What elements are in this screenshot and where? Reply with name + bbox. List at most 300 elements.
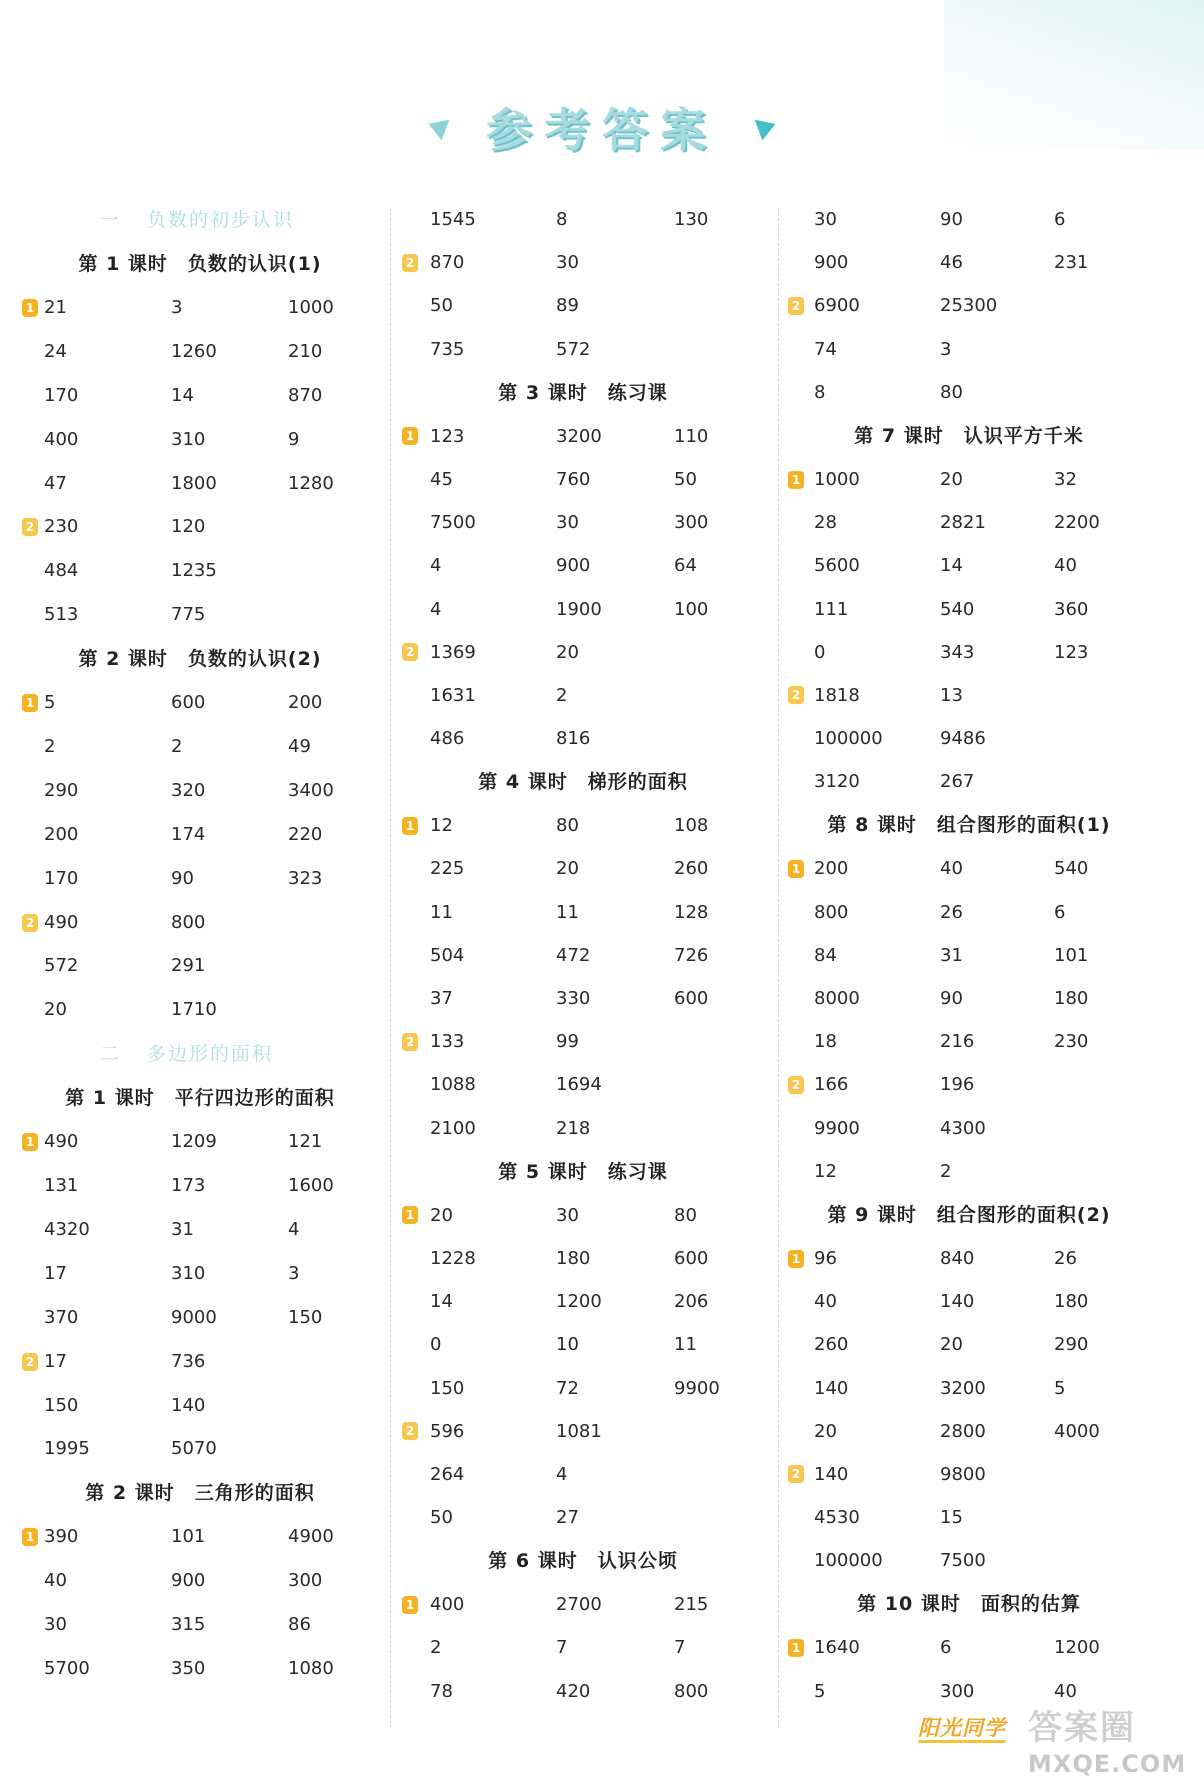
answer-value: 131 [44, 1175, 79, 1197]
answer-value: 3 [171, 297, 183, 318]
answer-value: 400 [44, 428, 79, 450]
lesson-heading: 第 1 课时 负数的认识(1) [78, 253, 322, 275]
answer-row [400, 934, 766, 977]
answer-value: 100 [674, 598, 709, 620]
answer-value: 800 [171, 911, 206, 933]
answer-row [786, 371, 1152, 414]
answer-value: 1710 [171, 999, 217, 1021]
answer-row [400, 1583, 766, 1626]
lesson-heading: 第 7 课时 认识平方千米 [854, 424, 1084, 447]
question-number-badge: 1 [402, 427, 418, 445]
answer-row [400, 1194, 766, 1237]
answer-value: 99 [556, 1031, 579, 1053]
answer-row [786, 891, 1152, 934]
lesson-heading: 第 6 课时 认识公顷 [488, 1550, 678, 1573]
question-number-badge: 2 [22, 1353, 38, 1371]
answer-row [400, 241, 766, 284]
answer-value: 2700 [556, 1594, 602, 1616]
answer-value: 775 [171, 604, 206, 626]
answer-row [20, 1296, 380, 1340]
question-number-badge: 2 [402, 254, 418, 272]
page-header [0, 92, 1204, 162]
question-number-badge: 2 [788, 1465, 804, 1483]
answer-value: 21 [44, 297, 67, 318]
answer-row [20, 418, 380, 462]
answer-value: 490 [44, 1131, 79, 1153]
answer-value: 1200 [556, 1291, 602, 1313]
answer-row [20, 1164, 380, 1208]
answer-value: 2800 [940, 1420, 986, 1442]
answer-value: 123 [430, 425, 465, 447]
answer-row [20, 769, 380, 813]
answer-value: 816 [556, 728, 591, 750]
answer-value: 800 [814, 901, 849, 923]
answer-value: 40 [814, 1291, 837, 1313]
lesson-heading: 第 8 课时 组合图形的面积(1) [827, 814, 1111, 837]
answer-row [20, 286, 380, 330]
answer-value: 323 [288, 867, 323, 889]
answer-row [20, 1384, 380, 1428]
answer-row [400, 674, 766, 717]
question-number-badge: 2 [788, 1076, 804, 1094]
answer-value: 86 [288, 1614, 311, 1636]
answer-value: 290 [1054, 1334, 1089, 1356]
answer-row [786, 544, 1152, 587]
answer-row [786, 1280, 1152, 1323]
question-number-badge: 2 [788, 297, 804, 315]
answer-row [400, 284, 766, 327]
watermark-text: 答案圈 [1028, 1708, 1136, 1748]
question-number-badge: 1 [402, 1206, 418, 1224]
answer-value: 2 [556, 684, 568, 706]
answer-row [786, 631, 1152, 674]
answer-value: 80 [556, 815, 579, 837]
answer-row [20, 462, 380, 506]
answer-value: 27 [556, 1507, 579, 1529]
answer-value: 101 [1054, 944, 1089, 966]
answer-row [20, 549, 380, 593]
answer-row [786, 760, 1152, 803]
answer-value: 101 [171, 1526, 206, 1548]
question-number-badge: 2 [22, 914, 38, 932]
answer-value: 230 [1054, 1031, 1089, 1053]
answer-row [20, 813, 380, 857]
answer-value: 14 [430, 1291, 453, 1313]
unit-number: 一 [100, 209, 122, 231]
answer-value: 1545 [430, 209, 476, 230]
answer-row [786, 1410, 1152, 1453]
answer-row [786, 1496, 1152, 1539]
answer-value: 200 [44, 823, 79, 845]
answer-value: 225 [430, 858, 465, 880]
answer-row [786, 1150, 1152, 1193]
answer-row [20, 1647, 380, 1691]
answer-row [400, 1367, 766, 1410]
answer-row [786, 1453, 1152, 1496]
answer-row [400, 631, 766, 674]
answer-value: 123 [1054, 641, 1089, 663]
answer-value: 5600 [814, 555, 860, 577]
answer-row [786, 1063, 1152, 1106]
answer-row [400, 544, 766, 587]
answer-value: 140 [814, 1377, 849, 1399]
answer-value: 30 [814, 209, 837, 230]
answer-value: 870 [288, 384, 323, 406]
answer-value: 1000 [814, 468, 860, 490]
answer-value: 89 [556, 295, 579, 317]
answer-row [400, 1020, 766, 1063]
answer-value: 11 [430, 901, 453, 923]
answer-value: 30 [556, 1204, 579, 1226]
answer-value: 1800 [171, 472, 217, 494]
answer-row [400, 847, 766, 890]
answer-value: 4530 [814, 1507, 860, 1529]
answer-value: 870 [430, 252, 465, 274]
question-number-badge: 1 [788, 1250, 804, 1268]
answer-value: 260 [674, 858, 709, 880]
answer-value: 80 [940, 381, 963, 403]
question-number-badge: 1 [402, 1596, 418, 1614]
answer-value: 20 [940, 468, 963, 490]
answer-value: 180 [556, 1247, 591, 1269]
answer-row [400, 1323, 766, 1366]
answer-row [786, 1539, 1152, 1582]
answer-value: 800 [674, 1680, 709, 1702]
answer-value: 30 [556, 252, 579, 274]
answer-row [400, 891, 766, 934]
answer-value: 900 [171, 1570, 206, 1592]
answer-value: 5 [44, 692, 56, 714]
answer-value: 90 [940, 988, 963, 1009]
answer-value: 11 [556, 901, 579, 923]
answer-value: 3400 [288, 779, 334, 801]
answer-row [786, 241, 1152, 284]
answer-value: 196 [940, 1074, 975, 1096]
answer-value: 140 [171, 1394, 206, 1416]
answer-value: 330 [556, 988, 591, 1009]
answer-value: 31 [171, 1219, 194, 1241]
answer-value: 6900 [814, 295, 860, 317]
answer-value: 218 [556, 1117, 591, 1139]
answer-value: 1900 [556, 598, 602, 620]
answer-row [20, 1208, 380, 1252]
answer-value: 4320 [44, 1219, 90, 1241]
answer-value: 900 [814, 252, 849, 274]
answer-value: 2 [430, 1637, 442, 1659]
answer-value: 7500 [940, 1550, 986, 1572]
answer-value: 140 [940, 1291, 975, 1313]
answer-value: 300 [674, 512, 709, 534]
brand-logo [918, 1712, 1006, 1743]
answer-value: 10 [556, 1334, 579, 1356]
answer-value: 121 [288, 1131, 323, 1153]
answer-value: 12 [814, 1160, 837, 1182]
question-number-badge: 1 [22, 694, 38, 712]
answer-value: 111 [814, 598, 849, 620]
answer-value: 1369 [430, 641, 476, 663]
answer-value: 1081 [556, 1420, 602, 1442]
unit-title: 负数的初步认识 [147, 209, 295, 231]
answer-value: 2100 [430, 1117, 476, 1139]
answer-value: 133 [430, 1031, 465, 1053]
answer-row [20, 988, 380, 1032]
answer-row [786, 198, 1152, 241]
answer-row [400, 458, 766, 501]
answer-value: 3 [940, 338, 952, 360]
answer-value: 736 [171, 1350, 206, 1372]
answer-value: 5 [1054, 1377, 1066, 1399]
lesson-heading: 第 1 课时 平行四边形的面积 [65, 1087, 335, 1110]
answer-value: 490 [44, 911, 79, 933]
answer-value: 1600 [288, 1175, 334, 1197]
answer-value: 9486 [940, 728, 986, 750]
answer-value: 230 [44, 516, 79, 538]
answer-value: 90 [171, 867, 194, 889]
answer-value: 1080 [288, 1658, 334, 1680]
answer-value: 100000 [814, 728, 883, 750]
answer-value: 2 [171, 736, 183, 758]
question-number-badge: 1 [788, 860, 804, 878]
answer-value: 3200 [556, 425, 602, 447]
answer-row [786, 1323, 1152, 1366]
answer-row [400, 1063, 766, 1106]
answer-value: 9000 [171, 1306, 217, 1328]
answer-row [20, 505, 380, 549]
answer-value: 400 [430, 1594, 465, 1616]
answer-value: 128 [674, 901, 709, 923]
answer-row [400, 1410, 766, 1453]
answer-value: 231 [1054, 252, 1089, 274]
answer-row [400, 501, 766, 544]
answer-value: 726 [674, 944, 709, 966]
answer-value: 20 [430, 1204, 453, 1226]
answer-row [20, 1252, 380, 1296]
answer-value: 140 [814, 1463, 849, 1485]
question-number-badge: 2 [402, 1033, 418, 1051]
answer-value: 540 [940, 598, 975, 620]
lesson-heading: 第 3 课时 练习课 [498, 381, 668, 404]
answer-value: 9 [288, 428, 300, 450]
answer-value: 8000 [814, 988, 860, 1009]
answer-value: 4900 [288, 1526, 334, 1548]
answer-row [400, 1237, 766, 1280]
answer-column-1 [20, 198, 380, 1691]
answer-value: 513 [44, 604, 79, 626]
answer-value: 1280 [288, 472, 334, 494]
answer-value: 260 [814, 1334, 849, 1356]
answer-value: 210 [288, 340, 323, 362]
answer-value: 49 [288, 736, 311, 758]
answer-value: 264 [430, 1463, 465, 1485]
answer-row [786, 977, 1152, 1020]
answer-value: 40 [940, 858, 963, 880]
answer-value: 267 [940, 771, 975, 793]
lesson-heading: 第 2 课时 负数的认识(2) [78, 648, 322, 671]
answer-value: 0 [430, 1334, 442, 1356]
answer-value: 472 [556, 944, 591, 966]
answer-value: 130 [674, 209, 709, 230]
answer-row [786, 588, 1152, 631]
answer-row [20, 1427, 380, 1471]
answer-value: 1000 [288, 297, 334, 318]
answer-row [786, 1107, 1152, 1150]
answer-value: 13 [940, 684, 963, 706]
answer-value: 5070 [171, 1438, 217, 1460]
answer-row [786, 328, 1152, 371]
answer-row [786, 717, 1152, 760]
answer-value: 3200 [940, 1377, 986, 1399]
answer-value: 3 [288, 1262, 300, 1284]
answer-value: 26 [940, 901, 963, 923]
answer-row [400, 977, 766, 1020]
question-number-badge: 2 [788, 686, 804, 704]
answer-value: 120 [171, 516, 206, 538]
answer-value: 108 [674, 815, 709, 837]
answer-value: 6 [940, 1637, 952, 1659]
answer-value: 1209 [171, 1131, 217, 1153]
answer-value: 1228 [430, 1247, 476, 1269]
answer-row [786, 1626, 1152, 1669]
answer-value: 343 [940, 641, 975, 663]
answer-value: 45 [430, 468, 453, 490]
question-number-badge: 1 [22, 1133, 38, 1151]
answer-row [786, 284, 1152, 327]
answer-value: 3120 [814, 771, 860, 793]
answer-value: 170 [44, 384, 79, 406]
answer-value: 17 [44, 1350, 67, 1372]
answer-row [20, 725, 380, 769]
answer-row [20, 1515, 380, 1559]
column-divider [390, 208, 391, 1728]
answer-row [400, 415, 766, 458]
answer-value: 8 [814, 381, 826, 403]
answer-value: 64 [674, 555, 697, 577]
column-divider [778, 208, 779, 1728]
answer-value: 8 [556, 209, 568, 230]
answer-value: 486 [430, 728, 465, 750]
lesson-heading: 第 10 课时 面积的估算 [857, 1593, 1081, 1616]
answer-value: 290 [44, 779, 79, 801]
answer-value: 1235 [171, 560, 217, 582]
answer-value: 840 [940, 1247, 975, 1269]
answer-value: 6 [1054, 901, 1066, 923]
answer-value: 17 [44, 1262, 67, 1284]
answer-row [400, 1626, 766, 1669]
answer-row [786, 501, 1152, 544]
answer-value: 14 [171, 384, 194, 406]
answer-value: 291 [171, 955, 206, 977]
answer-value: 484 [44, 560, 79, 582]
answer-value: 9900 [814, 1117, 860, 1139]
answer-row [20, 857, 380, 901]
answer-value: 170 [44, 867, 79, 889]
answer-value: 310 [171, 428, 206, 450]
answer-value: 24 [44, 340, 67, 362]
answer-row [786, 458, 1152, 501]
question-number-badge: 1 [788, 471, 804, 489]
answer-value: 504 [430, 944, 465, 966]
answer-value: 5700 [44, 1658, 90, 1680]
question-number-badge: 2 [402, 1422, 418, 1440]
answer-value: 28 [814, 512, 837, 534]
answer-value: 370 [44, 1306, 79, 1328]
answer-value: 84 [814, 944, 837, 966]
page-title: 参考答案 [486, 103, 718, 157]
answer-value: 50 [674, 468, 697, 490]
answer-value: 80 [674, 1204, 697, 1226]
answer-value: 110 [674, 425, 709, 447]
answer-row [20, 901, 380, 945]
answer-value: 600 [674, 988, 709, 1009]
answer-value: 26 [1054, 1247, 1077, 1269]
answer-value: 320 [171, 779, 206, 801]
answer-value: 174 [171, 823, 206, 845]
answer-row [400, 1107, 766, 1150]
answer-row [400, 717, 766, 760]
answer-value: 20 [814, 1420, 837, 1442]
answer-row [20, 1120, 380, 1164]
answer-value: 72 [556, 1377, 579, 1399]
question-number-badge: 2 [402, 643, 418, 661]
answer-value: 50 [430, 295, 453, 317]
lesson-heading: 第 2 课时 三角形的面积 [85, 1482, 315, 1505]
answer-value: 25300 [940, 295, 998, 317]
answer-row [20, 944, 380, 988]
answer-column-3 [786, 198, 1152, 1713]
answer-value: 760 [556, 468, 591, 490]
answer-value: 2200 [1054, 512, 1100, 534]
answer-row [400, 588, 766, 631]
unit-number: 二 [100, 1043, 122, 1066]
answer-value: 11 [674, 1334, 697, 1356]
answer-value: 7 [556, 1637, 568, 1659]
answer-row [786, 1020, 1152, 1063]
answer-value: 216 [940, 1031, 975, 1053]
answer-value: 200 [288, 692, 323, 714]
lesson-heading: 第 5 课时 练习课 [498, 1160, 668, 1183]
answer-row [786, 1367, 1152, 1410]
answer-row [20, 1559, 380, 1603]
answer-value: 15 [940, 1507, 963, 1529]
answer-row [20, 1340, 380, 1384]
unit-heading [20, 1032, 380, 1076]
answer-value: 2 [940, 1160, 952, 1182]
answer-value: 1631 [430, 684, 476, 706]
answer-row [400, 1453, 766, 1496]
answer-value: 1995 [44, 1438, 90, 1460]
answer-value: 420 [556, 1680, 591, 1702]
answer-row [786, 934, 1152, 977]
answer-value: 90 [940, 209, 963, 230]
answer-value: 9900 [674, 1377, 720, 1399]
answer-value: 5 [814, 1680, 826, 1702]
answer-row [20, 681, 380, 725]
answer-value: 2 [44, 736, 56, 758]
answer-row [786, 674, 1152, 717]
answer-value: 180 [1054, 1291, 1089, 1313]
answer-value: 200 [814, 858, 849, 880]
answer-value: 31 [940, 944, 963, 966]
answer-value: 900 [556, 555, 591, 577]
answer-value: 4 [430, 598, 442, 620]
answer-value: 78 [430, 1680, 453, 1702]
answer-row [400, 198, 766, 241]
answer-value: 596 [430, 1420, 465, 1442]
question-number-badge: 1 [402, 817, 418, 835]
answer-value: 350 [171, 1658, 206, 1680]
answer-value: 9800 [940, 1463, 986, 1485]
answer-value: 32 [1054, 468, 1077, 490]
